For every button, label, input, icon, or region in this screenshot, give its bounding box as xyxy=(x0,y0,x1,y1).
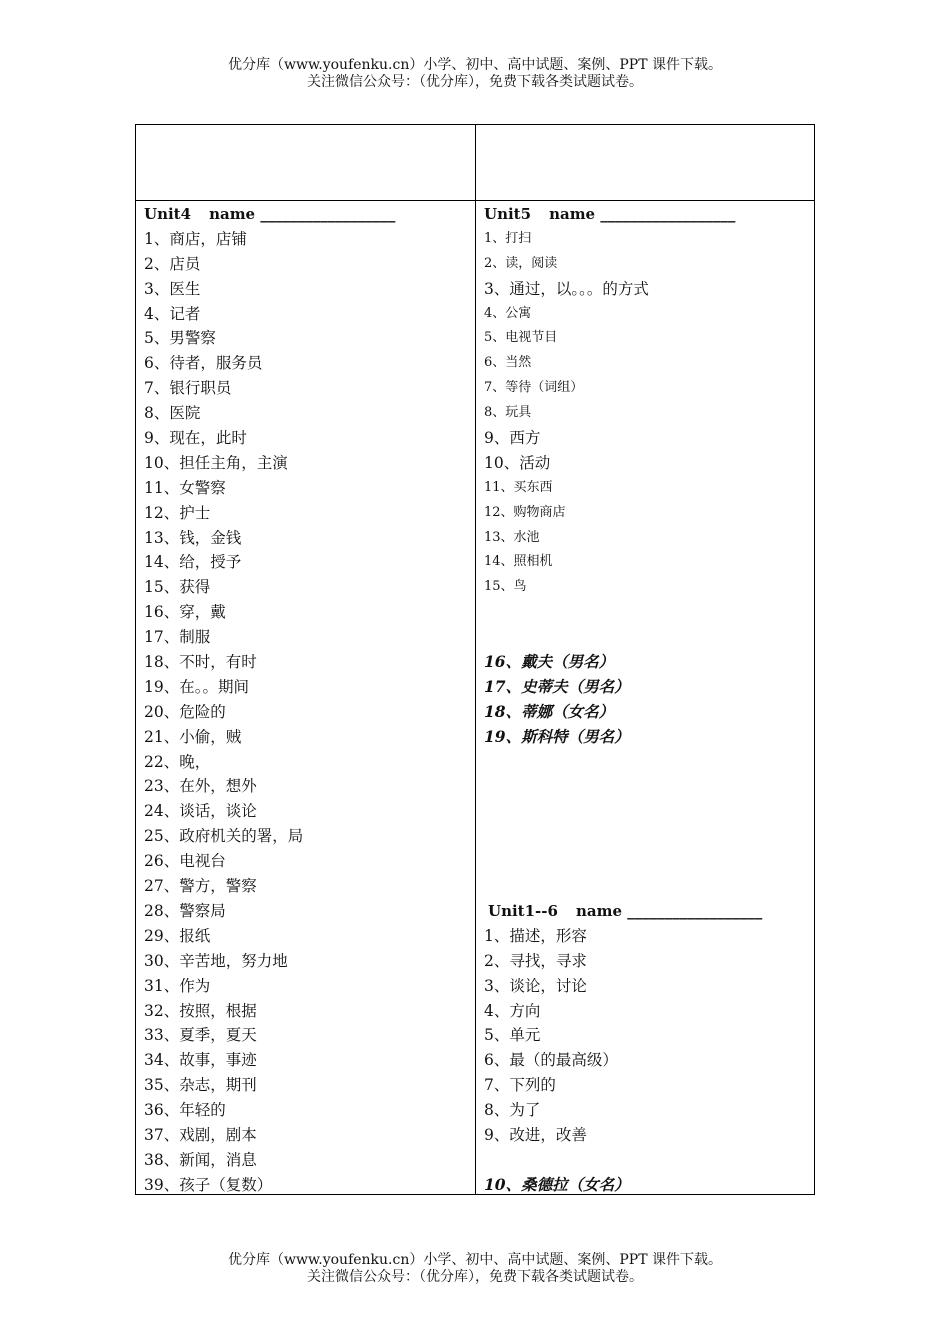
vocab-item: 37、戏剧，剧本 xyxy=(144,1125,257,1144)
vocab-item: 3、医生 xyxy=(144,279,201,298)
vocab-item: 1、商店，店铺 xyxy=(144,229,247,248)
vocab-item: 33、夏季，夏天 xyxy=(144,1026,257,1045)
vocab-item: 17、制服 xyxy=(144,628,211,647)
vocab-item: 20、危险的 xyxy=(144,702,226,721)
page-footer xyxy=(0,1252,950,1286)
vocab-item: 13、水池 xyxy=(484,529,540,545)
vocab-item: 30、辛苦地，努力地 xyxy=(144,951,288,970)
unit4-title: Unit4 xyxy=(144,205,192,223)
vocab-item: 16、戴夫（男名） xyxy=(484,652,615,672)
vocab-item: 7、下列的 xyxy=(484,1076,556,1095)
vocab-item: 10、桑德拉（女名） xyxy=(484,1174,630,1194)
column-divider xyxy=(475,125,476,1194)
vocab-item: 5、电视节目 xyxy=(484,330,558,346)
vocab-item: 11、买东西 xyxy=(484,479,553,495)
vocab-item: 15、鸟 xyxy=(484,579,527,595)
spacer xyxy=(484,1148,809,1173)
unit5-name-field: name __________________ xyxy=(549,205,736,223)
vocab-item: 6、待者，服务员 xyxy=(144,354,263,373)
spacer xyxy=(484,849,809,874)
vocab-item: 8、玩具 xyxy=(484,405,532,421)
vocab-item: 18、蒂娜（女名） xyxy=(484,701,615,721)
vocab-item: 27、警方，警察 xyxy=(144,877,257,896)
vocab-item: 7、等待（词组） xyxy=(484,380,584,396)
vocab-item: 14、给，授予 xyxy=(144,553,242,572)
unit1-6-heading xyxy=(484,899,809,924)
vocab-item: 1、描述，形容 xyxy=(484,926,587,945)
unit1-6-title: Unit1--6 xyxy=(488,901,558,920)
unit5-heading xyxy=(484,202,809,227)
vocab-item: 15、获得 xyxy=(144,578,211,597)
vocab-item: 22、晚， xyxy=(144,752,211,771)
vocab-item: 28、警察局 xyxy=(144,901,226,920)
vocab-item: 3、通过，以。。。的方式 xyxy=(484,279,649,298)
vocab-item: 2、寻找，寻求 xyxy=(484,951,587,970)
vocab-item: 31、作为 xyxy=(144,976,211,995)
vocab-item: 4、方向 xyxy=(484,1001,541,1020)
vocab-item: 38、新闻，消息 xyxy=(144,1150,257,1169)
vocab-item: 8、医院 xyxy=(144,404,201,423)
vocab-item: 13、钱，金钱 xyxy=(144,528,242,547)
vocab-item: 25、政府机关的署，局 xyxy=(144,827,304,846)
vocab-item: 10、活动 xyxy=(484,453,551,472)
spacer xyxy=(484,874,809,899)
footer-line-1: 优分库（www.youfenku.cn）小学、初中、高中试题、案例、PPT 课件下载。 xyxy=(227,1252,722,1268)
vocab-item: 8、为了 xyxy=(484,1101,541,1120)
vocab-item: 18、不时，有时 xyxy=(144,653,257,672)
vocab-item: 24、谈话，谈论 xyxy=(144,802,257,821)
vocab-item: 3、谈论，讨论 xyxy=(484,976,587,995)
vocab-item: 4、公寓 xyxy=(484,305,532,321)
unit4-heading xyxy=(144,202,469,227)
unit5-title: Unit5 xyxy=(484,205,532,223)
spacer xyxy=(484,774,809,799)
unit1-6-name-field: name __________________ xyxy=(575,901,763,920)
unit4-column xyxy=(144,202,469,1198)
vocab-item: 26、电视台 xyxy=(144,852,226,871)
vocab-item: 6、最（的最高级） xyxy=(484,1051,618,1070)
spacer xyxy=(484,600,809,625)
header-line-1: 优分库（www.youfenku.cn）小学、初中、高中试题、案例、PPT 课件下载。 xyxy=(227,57,722,73)
vocab-item: 10、担任主角，主演 xyxy=(144,453,288,472)
spacer xyxy=(484,824,809,849)
vocab-item: 34、故事，事迹 xyxy=(144,1051,257,1070)
footer-line-2: 关注微信公众号：（优分库），免费下载各类试题试卷。 xyxy=(307,1269,643,1285)
vocab-item: 12、护士 xyxy=(144,503,211,522)
row-divider xyxy=(136,200,814,201)
vocab-item: 9、改进，改善 xyxy=(484,1125,587,1144)
vocab-item: 29、报纸 xyxy=(144,926,211,945)
vocab-item: 32、按照，根据 xyxy=(144,1001,257,1020)
vocab-item: 5、男警察 xyxy=(144,329,216,348)
page-header xyxy=(0,57,950,91)
vocab-item: 9、西方 xyxy=(484,429,541,448)
vocab-item: 14、照相机 xyxy=(484,554,553,570)
vocab-item: 23、在外，想外 xyxy=(144,777,257,796)
header-line-2: 关注微信公众号：（优分库），免费下载各类试题试卷。 xyxy=(307,74,643,90)
vocab-item: 6、当然 xyxy=(484,355,532,371)
vocabulary-table xyxy=(135,124,815,1195)
vocab-item: 39、孩子（复数） xyxy=(144,1175,273,1194)
vocab-item: 2、读，阅读 xyxy=(484,255,558,271)
vocab-item: 21、小偷，贼 xyxy=(144,727,242,746)
spacer xyxy=(484,799,809,824)
vocab-item: 11、女警察 xyxy=(144,478,226,497)
vocab-item: 35、杂志，期刊 xyxy=(144,1076,257,1095)
vocab-item: 5、单元 xyxy=(484,1026,541,1045)
unit4-name-field: name __________________ xyxy=(209,205,396,223)
vocab-item: 4、记者 xyxy=(144,304,201,323)
vocab-item: 19、在。。期间 xyxy=(144,677,249,696)
vocab-item: 19、斯科特（男名） xyxy=(484,726,630,746)
vocab-item: 9、现在，此时 xyxy=(144,429,247,448)
spacer xyxy=(484,625,809,650)
vocab-item: 12、购物商店 xyxy=(484,504,566,520)
vocab-item: 16、穿，戴 xyxy=(144,603,226,622)
vocab-item: 1、打扫 xyxy=(484,230,532,246)
vocab-item: 17、史蒂夫（男名） xyxy=(484,676,630,696)
vocab-item: 7、银行职员 xyxy=(144,379,232,398)
unit5-column xyxy=(484,202,809,1198)
spacer xyxy=(484,750,809,775)
vocab-item: 2、店员 xyxy=(144,254,201,273)
vocab-item: 36、年轻的 xyxy=(144,1101,226,1120)
